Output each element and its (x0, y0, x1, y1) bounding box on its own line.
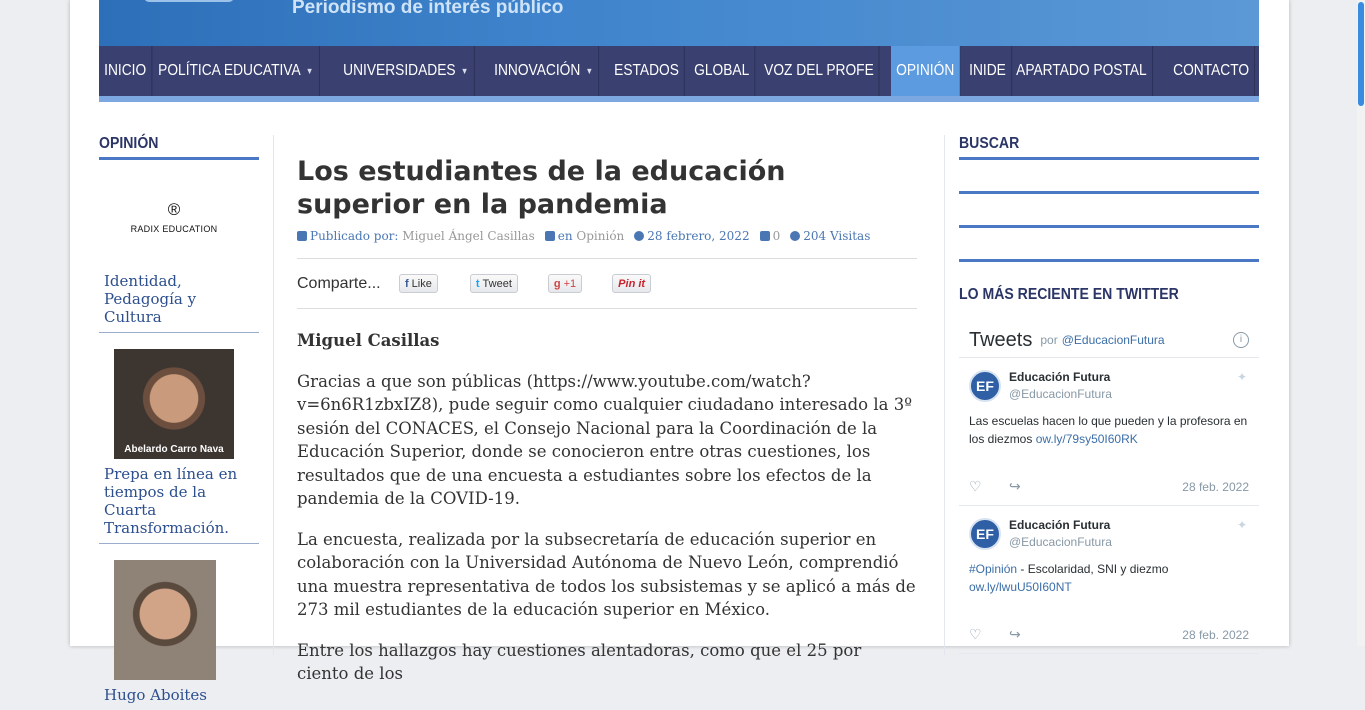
widget-divider (99, 157, 259, 160)
tweet-hashtag[interactable]: #Opinión (969, 562, 1018, 576)
scrollbar-thumb[interactable] (1358, 2, 1364, 106)
like-heart-icon[interactable]: ♡ (969, 478, 982, 494)
nav-item[interactable] (1011, 46, 1153, 96)
comments-icon (760, 231, 770, 241)
avatar[interactable]: EF (969, 518, 1001, 550)
nav-item[interactable] (891, 46, 960, 96)
nav-item[interactable] (964, 46, 1012, 96)
opinion-card (99, 176, 259, 333)
nav-item[interactable] (338, 46, 474, 96)
widget-divider (959, 191, 1259, 194)
info-icon[interactable]: i (1233, 332, 1249, 348)
nav-item[interactable] (759, 46, 880, 96)
twitter-widget-title: LO MÁS RECIENTE EN TWITTER (959, 286, 1179, 303)
caret-down-icon: ▼ (305, 66, 314, 76)
opinion-widget-title: OPINIÓN (99, 135, 159, 152)
search-widget-title: BUSCAR (959, 135, 1020, 152)
twitter-bird-icon[interactable]: ✦ (1236, 518, 1247, 532)
google-plus-button[interactable]: g +1 (548, 274, 582, 293)
comments-meta[interactable]: 0 (760, 229, 781, 243)
timeline-handle-link[interactable]: @EducacionFutura (1061, 333, 1165, 347)
page-scrollbar[interactable] (1357, 0, 1365, 646)
logo-text: RADIX EDUCATION (130, 224, 218, 234)
widget-divider (959, 157, 1259, 160)
nav-item-label: INNOVACIÓN (494, 62, 581, 79)
article-paragraph: Entre los hallazgos hay cuestiones alentadoras, como que el 25 por ciento de los (297, 640, 862, 683)
eye-icon (790, 231, 800, 241)
facebook-icon: f (405, 277, 409, 290)
nav-item-label: OPINIÓN (896, 62, 955, 79)
logo-fragment[interactable] (144, 0, 234, 2)
category-link[interactable]: Opinión (576, 229, 625, 243)
avatar[interactable]: EF (969, 370, 1001, 402)
google-plus-icon: g (553, 277, 561, 290)
nav-item[interactable] (609, 46, 685, 96)
article-title: Los estudiantes de la educación superior en la pandemia (297, 156, 786, 220)
article-body (297, 329, 917, 686)
tweet-author-handle[interactable]: @EducacionFutura (1009, 535, 1112, 549)
tweet-actions (969, 478, 1249, 495)
nav-item-label: VOZ DEL PROFE (763, 62, 874, 79)
timeline-by: por @EducacionFutura (1040, 333, 1165, 347)
registered-mark-icon: ® (167, 200, 181, 219)
tweet-date[interactable]: 28 feb. 2022 (1182, 479, 1249, 494)
tweet-date[interactable]: 28 feb. 2022 (1182, 627, 1249, 642)
page-container (70, 0, 1289, 704)
opinion-link[interactable]: Hugo Aboites (104, 686, 208, 704)
opinion-link[interactable]: Identidad, Pedagogía y Cultura (104, 272, 197, 326)
share-label: Comparte... (297, 274, 381, 292)
timeline-heading: Tweets (969, 328, 1033, 351)
nav-item-label: CONTACTO (1173, 62, 1250, 79)
widget-divider (959, 259, 1259, 262)
nav-item-label: INIDE (968, 62, 1006, 79)
tweet-text: Las escuelas hacen lo que pueden y la profesora en los diezmos ow.ly/79sy50I60RK (969, 414, 1248, 446)
nav-item-label: INICIO (104, 62, 147, 79)
opinion-sidebar (99, 135, 259, 710)
article-meta (297, 229, 917, 243)
nav-item[interactable] (489, 46, 599, 96)
clock-icon (634, 231, 644, 241)
folder-icon (545, 231, 555, 241)
site-tagline: Periodismo de interés público (292, 0, 564, 18)
column-divider (273, 135, 274, 655)
caret-down-icon: ▼ (461, 66, 469, 76)
author-meta: Publicado por: Miguel Ángel Casillas (297, 229, 535, 243)
facebook-like-button[interactable]: f Like (399, 274, 438, 293)
visits-meta: 204 Visitas (790, 229, 870, 243)
share-icon[interactable]: ↪ (1009, 626, 1021, 642)
nav-item-label: GLOBAL (694, 62, 750, 79)
share-bar (297, 258, 917, 309)
article-paragraph: La encuesta, realizada por la subsecretaría de educación superior en colaboración con la Universidad Autónoma de Nuevo León, comprendió una muestra representativa de todos los subsistemas y se aplicó a más de 273 mil estudiantes de la educación superior en México. (297, 529, 916, 619)
columnist-photo[interactable] (114, 560, 216, 680)
nav-item[interactable] (153, 46, 319, 96)
article-author: Miguel Casillas (297, 331, 440, 350)
tweet-author-handle[interactable]: @EducacionFutura (1009, 387, 1112, 401)
nav-item-label: ESTADOS (614, 62, 680, 79)
opinion-link[interactable]: Prepa en línea en tiempos de la Cuarta Transformación. (104, 465, 238, 537)
caret-down-icon: ▼ (585, 66, 594, 76)
twitter-bird-icon[interactable]: ✦ (1236, 370, 1247, 384)
nav-item[interactable] (689, 46, 755, 96)
opinion-card (99, 560, 259, 710)
category-meta: en Opinión (545, 229, 625, 243)
timeline-header (959, 323, 1259, 358)
user-icon (297, 231, 307, 241)
nav-item-label: POLÍTICA EDUCATIVA (158, 62, 301, 79)
opinion-card (99, 349, 259, 544)
main-navigation (99, 46, 1259, 102)
columnist-photo[interactable] (114, 349, 234, 459)
tweet-button[interactable]: t Tweet (470, 274, 518, 293)
tweet (959, 358, 1259, 506)
site-header-banner (99, 0, 1259, 46)
right-sidebar (959, 135, 1259, 654)
column-divider (944, 135, 945, 655)
widget-divider (959, 225, 1259, 228)
photo-caption: Abelardo Carro Nava (124, 444, 224, 455)
tweet (959, 506, 1259, 654)
article (297, 155, 917, 703)
author-link[interactable]: Miguel Ángel Casillas (402, 229, 535, 243)
tweet-author-name[interactable]: Educación Futura (1009, 370, 1111, 384)
date-meta: 28 febrero, 2022 (634, 229, 749, 243)
twitter-timeline (959, 323, 1259, 654)
twitter-bird-icon: t (475, 277, 480, 290)
tweet-link[interactable]: ow.ly/79sy50I60RK (1035, 432, 1138, 446)
tweet-text: #Opinión - Escolaridad, SNI y diezmo ow.ly/lwuU50I60NT (969, 562, 1169, 594)
nav-item-label: UNIVERSIDADES (343, 62, 457, 79)
pinterest-button[interactable]: Pin it (612, 274, 651, 293)
tweet-actions (969, 626, 1249, 643)
nav-item[interactable] (99, 46, 152, 96)
radix-education-logo[interactable] (114, 176, 234, 266)
share-icon[interactable]: ↪ (1009, 478, 1021, 494)
tweet-author-name[interactable]: Educación Futura (1009, 518, 1111, 532)
article-paragraph: Gracias a que son públicas (https://www.youtube.com/watch?v=6n6R1zbxIZ8), pude seguir como cualquier ciudadano interesado la 3º sesión del CONACES, el Consejo Nacional para la Coordinación de la Educación Superior, donde se conocieron entre otras cuestiones, los resultados que de una encuesta a estudiantes sobre los efectos de la pandemia de la COVID-19. (297, 371, 912, 508)
nav-item[interactable] (1168, 46, 1255, 96)
like-heart-icon[interactable]: ♡ (969, 626, 982, 642)
tweet-link[interactable]: ow.ly/lwuU50I60NT (969, 580, 1072, 594)
nav-item-label: APARTADO POSTAL (1016, 62, 1147, 79)
